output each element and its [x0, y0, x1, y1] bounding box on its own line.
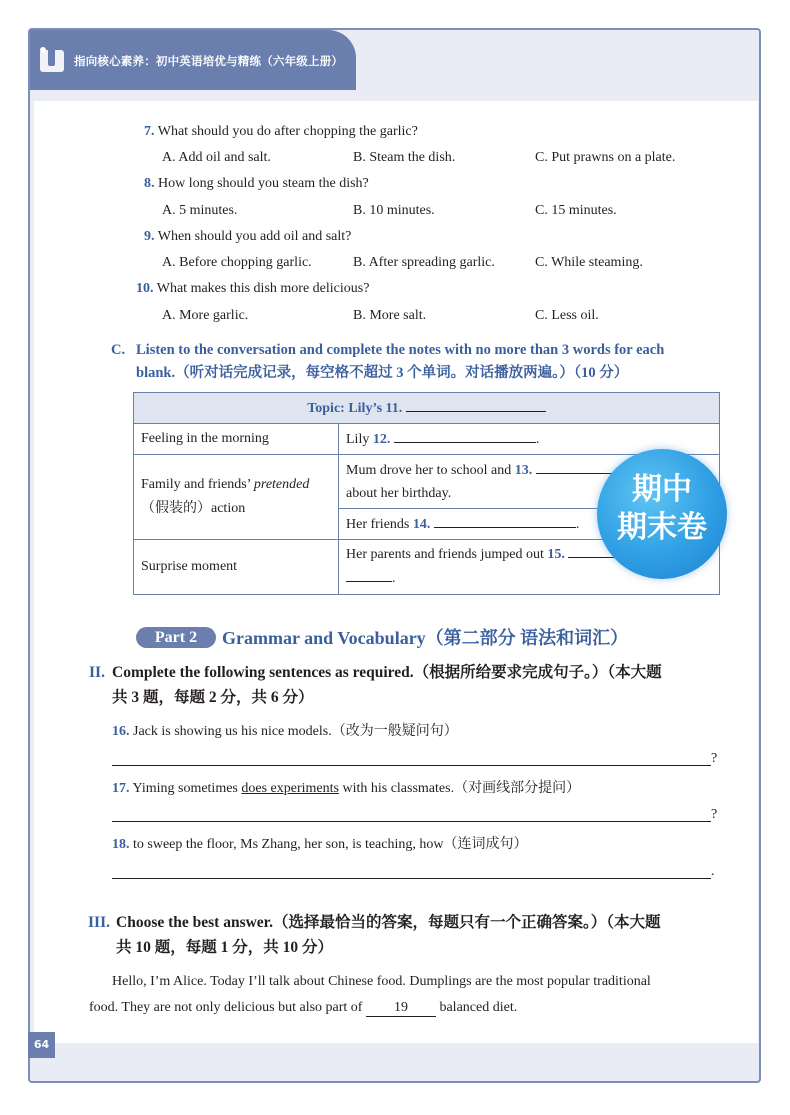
option: A. 5 minutes. [162, 203, 238, 218]
table-cell: Surprise moment [134, 540, 339, 595]
table-cell: Her parents and friends jumped out 15. . [339, 540, 720, 595]
option: C. Put prawns on a plate. [535, 150, 676, 165]
section-ii-instruction-line1: Complete the following sentences as required.（根据所给要求完成句子。）（本大题 [112, 664, 662, 681]
option: B. After spreading garlic. [353, 255, 495, 270]
question-17: 17. Yiming sometimes does experiments with his classmates.（对画线部分提问） [112, 781, 581, 796]
question-9: 9. When should you add oil and salt? [144, 229, 352, 244]
table-topic: Topic: Lily’s 11. [134, 393, 720, 424]
exam-badge: 期中 期末卷 [597, 449, 727, 579]
section-ii-label: II. [89, 664, 105, 681]
option: C. While steaming. [535, 255, 643, 270]
line-end: ? [711, 807, 718, 822]
option: B. More salt. [353, 308, 427, 323]
section-c-label: C. [111, 342, 126, 358]
table-cell: Mum drove her to school and 13. about her birthday. [339, 455, 720, 509]
option: B. Steam the dish. [353, 150, 456, 165]
part2-title: Grammar and Vocabulary（第二部分 语法和词汇） [222, 628, 629, 648]
section-c-instruction-line2: blank.（听对话完成记录，每空格不超过 3 个单词。对话播放两遍。）（10 分） [136, 365, 629, 381]
option: C. 15 minutes. [535, 203, 617, 218]
option: A. Before chopping garlic. [162, 255, 312, 270]
page-number: 64 [28, 1032, 55, 1058]
section-iii-instruction-line1: Choose the best answer.（选择最恰当的答案，每题只有一个正确答案。）（本大题 [116, 914, 661, 931]
answer-line-17[interactable] [112, 821, 711, 822]
section-ii-instruction-line2: 共 3 题，每题 2 分，共 6 分） [112, 689, 314, 706]
answer-blank-11[interactable] [406, 399, 546, 412]
table-cell: Family and friends’ pretended （假装的）action [134, 455, 339, 540]
option: A. Add oil and salt. [162, 150, 271, 165]
option: A. More garlic. [162, 308, 249, 323]
header-title: 指向核心素养：初中英语培优与精练（六年级上册） [74, 54, 344, 68]
section-iii-label: III. [88, 914, 110, 931]
option: C. Less oil. [535, 308, 599, 323]
passage-line1: Hello, I’m Alice. Today I’ll talk about Chinese food. Dumplings are the most popular traditional [112, 974, 651, 989]
table-cell: Lily 12. . [339, 424, 720, 455]
question-7: 7. What should you do after chopping the garlic? [144, 124, 418, 139]
answer-blank-12[interactable] [394, 430, 536, 443]
cloze-blank-19[interactable]: 19 [366, 1000, 436, 1017]
answer-blank-15-cont[interactable] [346, 569, 392, 582]
passage-line2: food. They are not only delicious but also part of 19 balanced diet. [89, 1000, 518, 1015]
question-10: 10. What makes this dish more delicious? [136, 281, 370, 296]
answer-line-16[interactable] [112, 765, 711, 766]
line-end: ? [711, 751, 718, 766]
question-18: 18. to sweep the floor, Ms Zhang, her son, is teaching, how（连词成句） [112, 837, 528, 852]
question-8: 8. How long should you steam the dish? [144, 176, 369, 191]
line-end: . [711, 864, 715, 879]
table-cell: Feeling in the morning [134, 424, 339, 455]
book-logo-icon [38, 44, 66, 74]
section-c-instruction-line1: Listen to the conversation and complete the notes with no more than 3 words for each [136, 342, 665, 358]
table-cell: Her friends 14. . [339, 509, 720, 540]
question-16: 16. Jack is showing us his nice models.（改为一般疑问句） [112, 724, 458, 739]
option: B. 10 minutes. [353, 203, 435, 218]
answer-line-18[interactable] [112, 878, 711, 879]
answer-blank-14[interactable] [434, 515, 576, 528]
part2-pill: Part 2 [136, 627, 216, 648]
section-iii-instruction-line2: 共 10 题，每题 1 分，共 10 分） [116, 939, 334, 956]
